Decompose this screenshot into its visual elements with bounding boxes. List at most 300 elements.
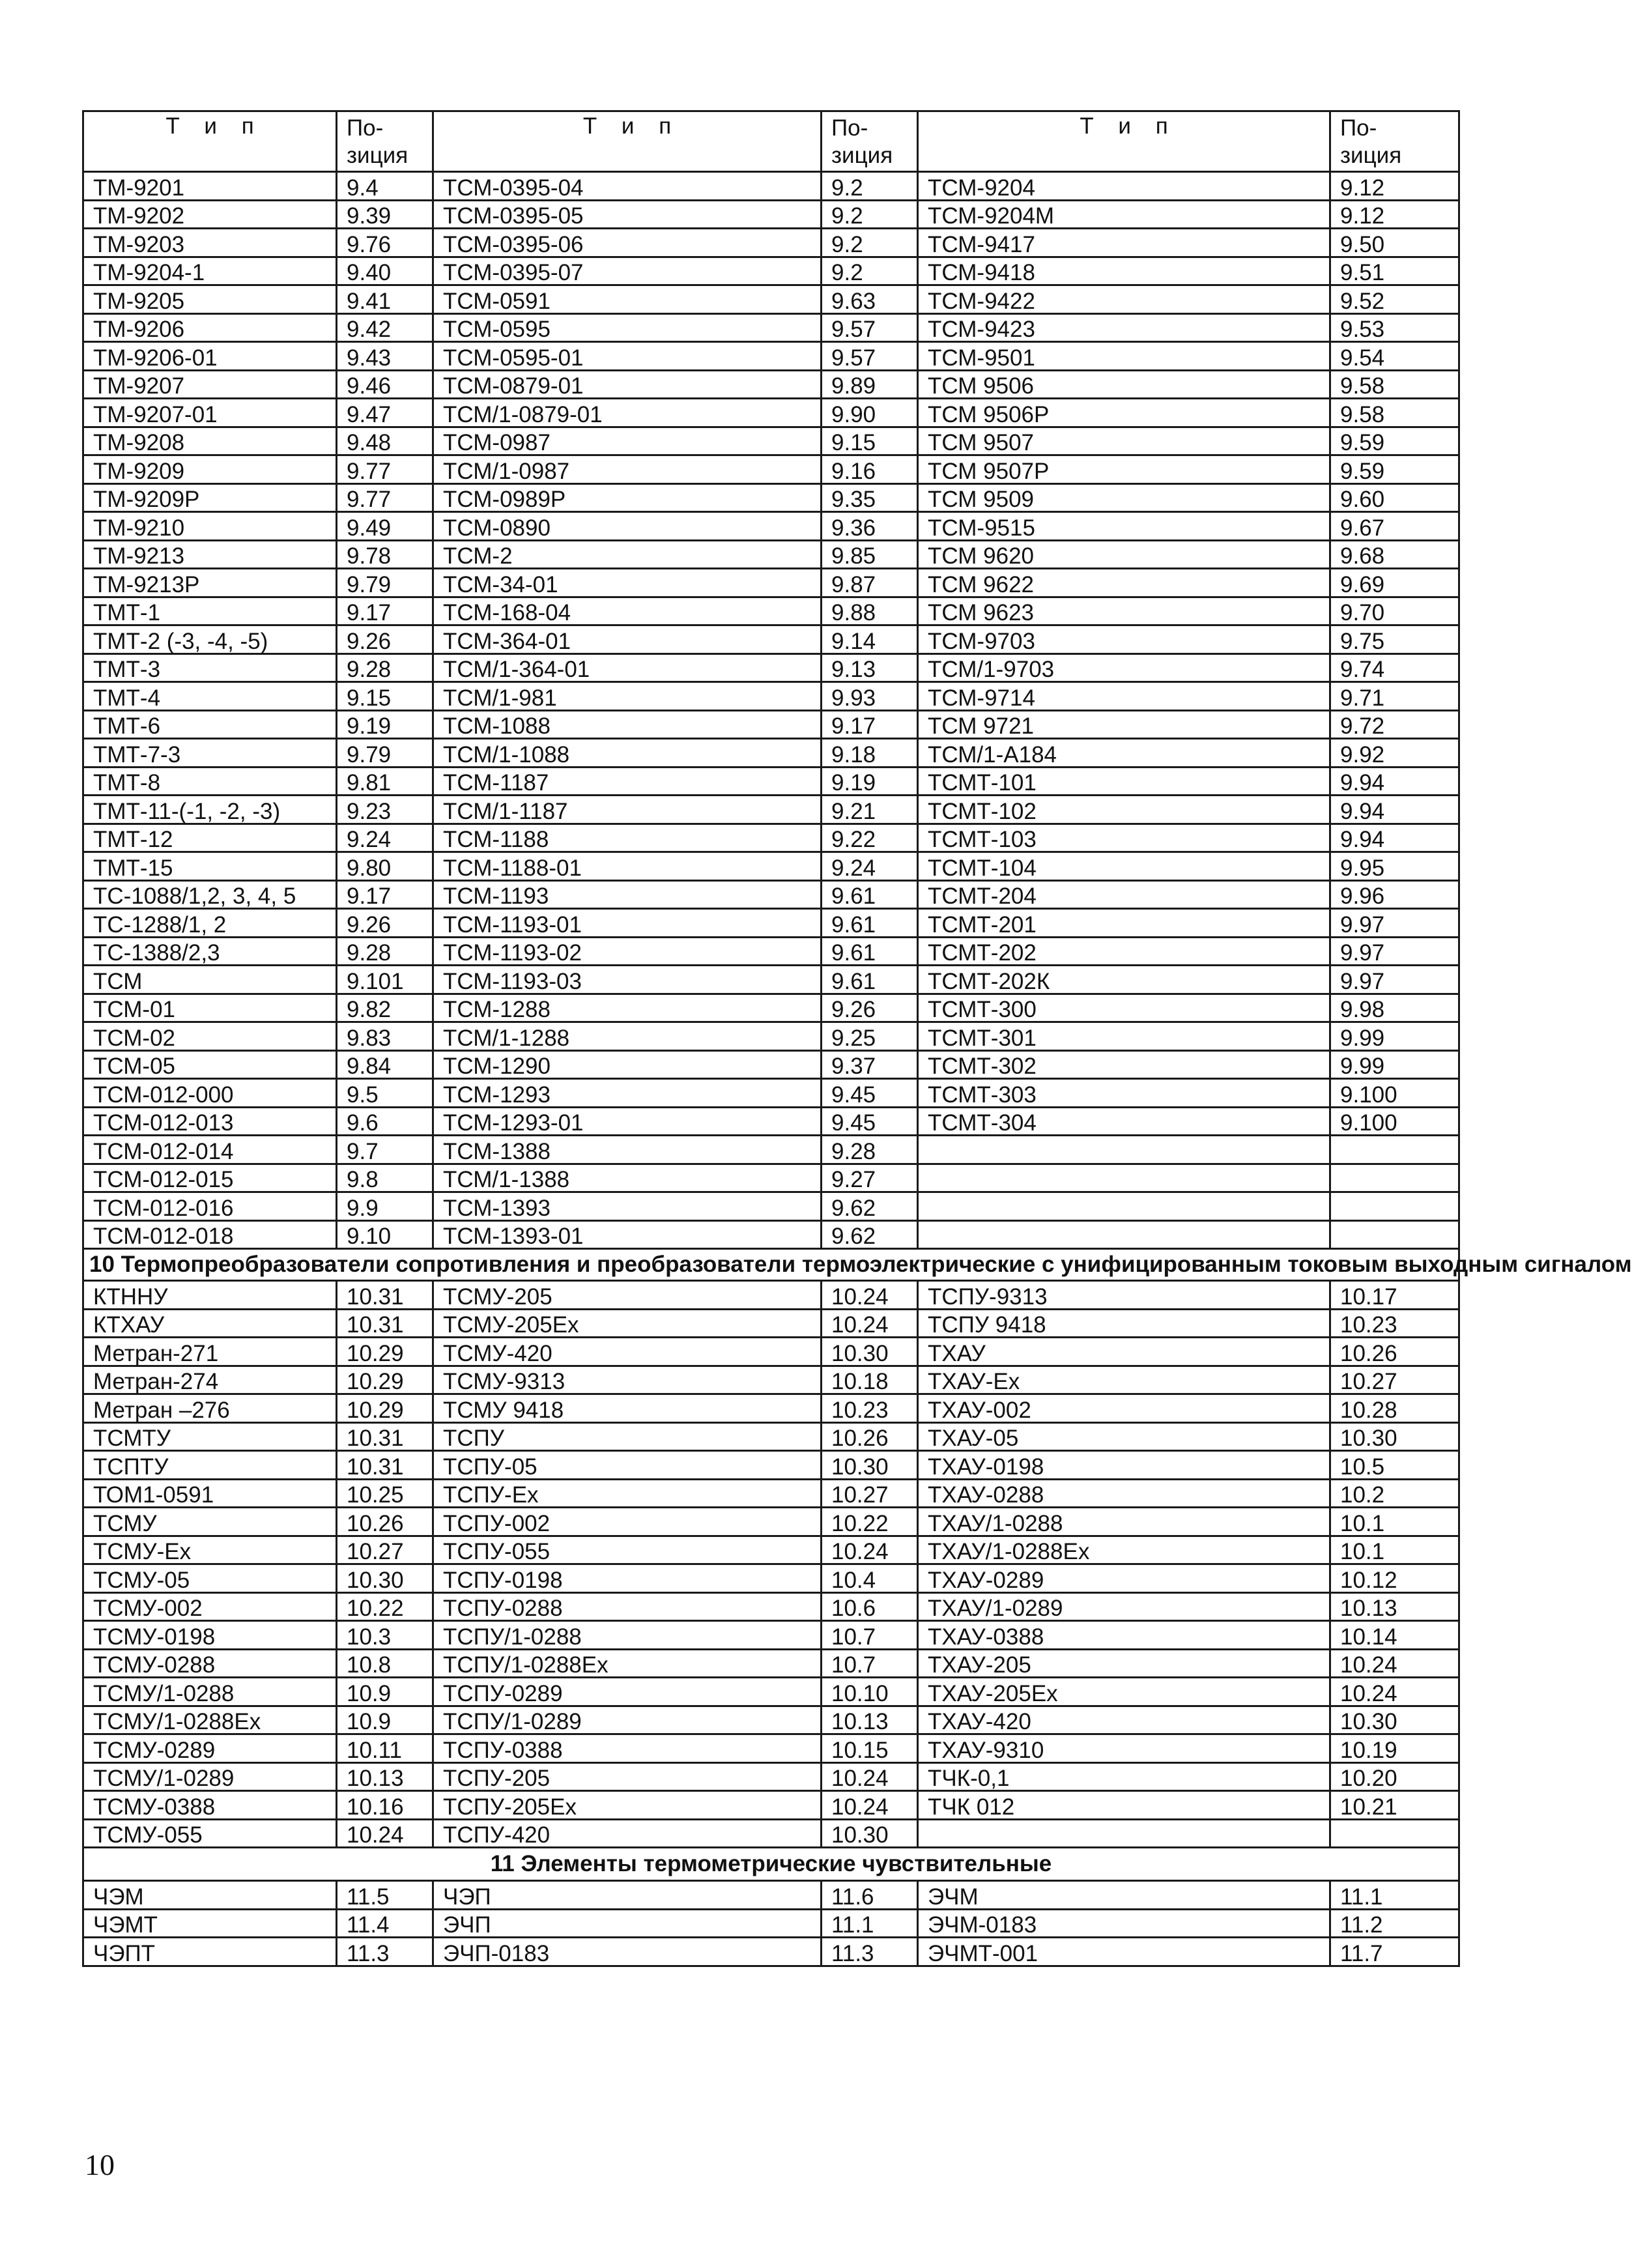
section-title: 10 Термопреобразователи сопротивления и преобразователи термоэлектрические с унифицированным токовым выходным сигналом [83, 1249, 1459, 1281]
position-cell: 10.23 [1330, 1309, 1459, 1338]
type-cell: ТСМ-364-01 [433, 625, 822, 654]
type-cell: ТСМ-1290 [433, 1050, 822, 1079]
type-cell: ТМТ-3 [83, 653, 337, 682]
type-cell: ТСМ/1-1388 [433, 1164, 822, 1192]
type-cell: ТСМТ-101 [918, 767, 1330, 796]
table-row [83, 313, 1459, 342]
position-cell: 9.61 [822, 909, 918, 938]
type-cell: ТСМ/1-0879-01 [433, 399, 822, 427]
table-row [83, 1508, 1459, 1536]
position-cell: 11.5 [337, 1881, 433, 1910]
position-cell: 11.3 [337, 1938, 433, 1966]
type-cell [918, 1819, 1330, 1848]
position-cell [1330, 1819, 1459, 1848]
position-cell: 10.29 [337, 1366, 433, 1394]
position-cell: 10.24 [822, 1536, 918, 1564]
position-cell: 9.77 [337, 455, 433, 484]
position-cell: 9.9 [337, 1192, 433, 1221]
position-cell: 9.99 [1330, 1022, 1459, 1051]
column-header-type: Т и п [918, 111, 1330, 172]
position-cell: 9.101 [337, 966, 433, 994]
table-row [83, 1338, 1459, 1366]
type-cell: ТОМ1-0591 [83, 1479, 337, 1508]
type-cell: ТСМ-1188 [433, 824, 822, 852]
table-row [83, 229, 1459, 257]
position-cell: 9.60 [1330, 483, 1459, 512]
type-cell: ТСМУ-0289 [83, 1734, 337, 1763]
position-cell: 10.24 [822, 1281, 918, 1310]
table-row [83, 796, 1459, 824]
position-cell: 9.52 [1330, 285, 1459, 314]
table-row [83, 653, 1459, 682]
table-row [83, 1479, 1459, 1508]
position-cell: 10.26 [822, 1422, 918, 1451]
position-cell: 9.68 [1330, 540, 1459, 569]
position-cell: 10.14 [1330, 1621, 1459, 1650]
type-cell: ТСПТУ [83, 1451, 337, 1480]
position-cell: 9.51 [1330, 257, 1459, 285]
table-row [83, 767, 1459, 796]
position-cell: 9.13 [822, 653, 918, 682]
type-cell: ЧЭП [433, 1881, 822, 1910]
type-cell: ТСМУ/1-0289 [83, 1762, 337, 1791]
position-cell: 9.2 [822, 172, 918, 201]
type-cell: ТСМУ-Ех [83, 1536, 337, 1564]
type-cell: ТХАУ/1-0289 [918, 1592, 1330, 1621]
type-cell: ЭЧМ [918, 1881, 1330, 1910]
position-cell [1330, 1192, 1459, 1221]
type-cell: КТННУ [83, 1281, 337, 1310]
position-cell: 9.59 [1330, 427, 1459, 455]
type-cell: ТСМ-1188-01 [433, 852, 822, 881]
table-row [83, 427, 1459, 455]
type-cell: ТМ-9213Р [83, 569, 337, 597]
type-cell: Метран-271 [83, 1338, 337, 1366]
type-cell: ТСМ-9714 [918, 682, 1330, 711]
position-cell: 9.17 [337, 880, 433, 909]
position-cell: 9.19 [822, 767, 918, 796]
position-cell: 10.16 [337, 1791, 433, 1820]
position-cell: 9.41 [337, 285, 433, 314]
type-cell: ТС-1088/1,2, 3, 4, 5 [83, 880, 337, 909]
position-cell: 9.95 [1330, 852, 1459, 881]
type-cell: ТСМ-012-015 [83, 1164, 337, 1192]
type-cell: ТХАУ-0289 [918, 1564, 1330, 1593]
table-row [83, 1164, 1459, 1192]
position-cell [1330, 1220, 1459, 1249]
position-cell: 10.27 [337, 1536, 433, 1564]
position-cell: 9.61 [822, 966, 918, 994]
position-cell: 9.37 [822, 1050, 918, 1079]
type-cell: ЭЧП [433, 1909, 822, 1938]
type-cell: ТСПУ 9418 [918, 1309, 1330, 1338]
position-cell: 9.71 [1330, 682, 1459, 711]
type-cell: ТСПУ-420 [433, 1819, 822, 1848]
position-cell: 9.48 [337, 427, 433, 455]
table-row [83, 1220, 1459, 1249]
type-cell: ТМ-9207-01 [83, 399, 337, 427]
position-cell: 9.74 [1330, 653, 1459, 682]
position-cell: 9.75 [1330, 625, 1459, 654]
position-cell [1330, 1164, 1459, 1192]
position-cell: 10.1 [1330, 1508, 1459, 1536]
position-cell: 9.77 [337, 483, 433, 512]
position-cell: 11.2 [1330, 1909, 1459, 1938]
position-cell: 10.30 [1330, 1706, 1459, 1734]
type-cell: ТХАУ-0198 [918, 1451, 1330, 1480]
table-row [83, 1762, 1459, 1791]
type-cell: ТСМ-0879-01 [433, 370, 822, 399]
section-heading-row [83, 1249, 1459, 1281]
table-row [83, 994, 1459, 1022]
position-cell: 10.30 [1330, 1422, 1459, 1451]
position-cell: 9.70 [1330, 597, 1459, 625]
position-cell: 9.28 [337, 937, 433, 966]
position-cell: 9.12 [1330, 172, 1459, 201]
position-cell: 9.6 [337, 1107, 433, 1136]
type-cell: ТСМ-0395-04 [433, 172, 822, 201]
position-cell: 9.94 [1330, 767, 1459, 796]
type-cell: ЧЭМТ [83, 1909, 337, 1938]
type-cell: ТСМУ/1-0288Ех [83, 1706, 337, 1734]
type-cell: ТСМ-9501 [918, 342, 1330, 371]
table-row [83, 1107, 1459, 1136]
position-cell: 9.81 [337, 767, 433, 796]
type-cell: Метран –276 [83, 1394, 337, 1423]
position-cell: 9.82 [337, 994, 433, 1022]
type-cell: ТХАУ-Ех [918, 1366, 1330, 1394]
type-cell: ТСМ-9418 [918, 257, 1330, 285]
position-cell: 9.67 [1330, 512, 1459, 541]
table-row [83, 1079, 1459, 1108]
position-cell: 10.24 [822, 1791, 918, 1820]
type-cell [918, 1164, 1330, 1192]
table-row [83, 1706, 1459, 1734]
type-cell [918, 1220, 1330, 1249]
type-cell: ТМ-9209Р [83, 483, 337, 512]
type-cell: ТСМ-2 [433, 540, 822, 569]
type-cell: ТМТ-11-(-1, -2, -3) [83, 796, 337, 824]
position-cell: 9.58 [1330, 370, 1459, 399]
position-cell: 10.26 [1330, 1338, 1459, 1366]
table-row [83, 1819, 1459, 1848]
position-cell: 9.39 [337, 200, 433, 229]
type-cell [918, 1192, 1330, 1221]
type-cell: ТСМУ-420 [433, 1338, 822, 1366]
type-cell: ТСМ-9515 [918, 512, 1330, 541]
table-row [83, 569, 1459, 597]
type-cell: ТС-1288/1, 2 [83, 909, 337, 938]
position-cell: 9.15 [822, 427, 918, 455]
type-cell: ТСМ-01 [83, 994, 337, 1022]
position-cell: 10.10 [822, 1678, 918, 1706]
position-cell: 9.36 [822, 512, 918, 541]
type-cell: ТСМ-012-014 [83, 1136, 337, 1164]
position-cell: 10.31 [337, 1281, 433, 1310]
type-cell: ТСМ-0591 [433, 285, 822, 314]
type-cell: ТСМ-0989Р [433, 483, 822, 512]
position-cell: 11.3 [822, 1938, 918, 1966]
section-title: 11 Элементы термометрические чувствительные [83, 1848, 1459, 1881]
type-cell: ТМ-9206 [83, 313, 337, 342]
position-cell: 9.79 [337, 739, 433, 768]
type-cell: ТСМТ-104 [918, 852, 1330, 881]
table-row [83, 1649, 1459, 1678]
table-row [83, 455, 1459, 484]
position-cell: 9.23 [337, 796, 433, 824]
position-cell: 9.80 [337, 852, 433, 881]
type-cell: ТСПУ-205Ех [433, 1791, 822, 1820]
table-row [83, 1309, 1459, 1338]
position-cell: 9.19 [337, 710, 433, 739]
position-cell: 11.4 [337, 1909, 433, 1938]
type-cell: ТСМТ-102 [918, 796, 1330, 824]
type-cell: ТСМУ/1-0288 [83, 1678, 337, 1706]
position-cell: 9.89 [822, 370, 918, 399]
type-cell: ТМ-9210 [83, 512, 337, 541]
position-cell: 10.13 [1330, 1592, 1459, 1621]
position-cell: 10.18 [822, 1366, 918, 1394]
type-cell: ТМ-9202 [83, 200, 337, 229]
type-cell: ТСМ-168-04 [433, 597, 822, 625]
position-cell [1330, 1136, 1459, 1164]
position-cell: 9.61 [822, 937, 918, 966]
position-cell: 10.24 [1330, 1649, 1459, 1678]
table-row [83, 399, 1459, 427]
type-cell: ТМ-9206-01 [83, 342, 337, 371]
table-row [83, 824, 1459, 852]
position-cell: 9.100 [1330, 1107, 1459, 1136]
position-cell: 9.43 [337, 342, 433, 371]
position-cell: 11.1 [822, 1909, 918, 1938]
type-cell: ТСМУ-0288 [83, 1649, 337, 1678]
position-cell: 9.53 [1330, 313, 1459, 342]
type-cell: ТСМ 9509 [918, 483, 1330, 512]
position-cell: 10.29 [337, 1338, 433, 1366]
position-cell: 9.47 [337, 399, 433, 427]
type-cell: ТСМУ 9418 [433, 1394, 822, 1423]
type-cell: ТСМ-9703 [918, 625, 1330, 654]
position-cell: 9.45 [822, 1079, 918, 1108]
type-cell: ТСПУ/1-0288 [433, 1621, 822, 1650]
type-cell: ТСМ-9204М [918, 200, 1330, 229]
type-cell: ТСПУ/1-0288Ех [433, 1649, 822, 1678]
position-cell: 9.96 [1330, 880, 1459, 909]
type-cell: Метран-274 [83, 1366, 337, 1394]
type-cell: ТХАУ-205Ех [918, 1678, 1330, 1706]
type-cell: ТСМ-05 [83, 1050, 337, 1079]
position-cell: 9.93 [822, 682, 918, 711]
table-row [83, 1592, 1459, 1621]
position-cell: 9.18 [822, 739, 918, 768]
page-number: 10 [85, 2148, 115, 2181]
type-cell: ТХАУ/1-0288 [918, 1508, 1330, 1536]
table-row [83, 172, 1459, 201]
position-cell: 9.87 [822, 569, 918, 597]
table-row [83, 540, 1459, 569]
table-row [83, 597, 1459, 625]
position-cell: 9.94 [1330, 796, 1459, 824]
type-cell: ТСМ-9422 [918, 285, 1330, 314]
position-cell: 9.17 [337, 597, 433, 625]
type-cell: ТСМ/1-0987 [433, 455, 822, 484]
type-cell: ТСМ/1-981 [433, 682, 822, 711]
position-cell: 9.85 [822, 540, 918, 569]
type-cell: ТХАУ-420 [918, 1706, 1330, 1734]
type-cell: ТСМ/1-1187 [433, 796, 822, 824]
type-cell: ТСМУ-205 [433, 1281, 822, 1310]
position-cell: 11.7 [1330, 1938, 1459, 1966]
table-row [83, 285, 1459, 314]
position-cell: 9.46 [337, 370, 433, 399]
position-cell: 9.35 [822, 483, 918, 512]
type-cell: ТСМ-1293-01 [433, 1107, 822, 1136]
position-cell: 9.61 [822, 880, 918, 909]
type-cell: ТМ-9205 [83, 285, 337, 314]
position-cell: 9.2 [822, 200, 918, 229]
type-cell: ТХАУ-205 [918, 1649, 1330, 1678]
position-cell: 10.7 [822, 1621, 918, 1650]
table-row [83, 880, 1459, 909]
type-cell: ТСМ/1-А184 [918, 739, 1330, 768]
position-cell: 9.21 [822, 796, 918, 824]
position-cell: 9.98 [1330, 994, 1459, 1022]
table-row [83, 512, 1459, 541]
type-cell: ТМ-9203 [83, 229, 337, 257]
type-cell: ТСМ 9507 [918, 427, 1330, 455]
position-cell: 9.97 [1330, 966, 1459, 994]
position-cell: 10.15 [822, 1734, 918, 1763]
type-cell: ТХАУ-05 [918, 1422, 1330, 1451]
position-cell: 9.83 [337, 1022, 433, 1051]
type-cell: ТСМ/1-1288 [433, 1022, 822, 1051]
position-cell: 9.26 [822, 994, 918, 1022]
type-cell: ТСМ-9417 [918, 229, 1330, 257]
position-cell: 10.13 [822, 1706, 918, 1734]
type-cell: ТСМУ-0388 [83, 1791, 337, 1820]
type-cell: ЭЧМ-0183 [918, 1909, 1330, 1938]
position-cell: 9.84 [337, 1050, 433, 1079]
table-row [83, 625, 1459, 654]
type-cell: ТСМТ-303 [918, 1079, 1330, 1108]
type-cell: ТСМ-012-000 [83, 1079, 337, 1108]
position-cell: 9.57 [822, 313, 918, 342]
type-cell: ТСМТ-201 [918, 909, 1330, 938]
position-cell: 9.40 [337, 257, 433, 285]
type-cell: ТСПУ [433, 1422, 822, 1451]
table-row [83, 1451, 1459, 1480]
type-cell: ТСМТ-202 [918, 937, 1330, 966]
type-cell: ТСМ 9506Р [918, 399, 1330, 427]
type-cell: ТСМ-1193-01 [433, 909, 822, 938]
type-cell: ТСПУ-055 [433, 1536, 822, 1564]
table-body [83, 111, 1632, 1966]
type-cell: ЭЧМТ-001 [918, 1938, 1330, 1966]
column-header-type: Т и п [83, 111, 337, 172]
position-cell: 10.20 [1330, 1762, 1459, 1791]
position-cell: 10.31 [337, 1422, 433, 1451]
position-cell: 9.12 [1330, 200, 1459, 229]
type-cell: ТСМ/1-9703 [918, 653, 1330, 682]
table-row [83, 1621, 1459, 1650]
type-cell: ТСМУ-05 [83, 1564, 337, 1593]
position-cell: 11.1 [1330, 1881, 1459, 1910]
type-cell: ТСМ/1-1088 [433, 739, 822, 768]
table-row [83, 1536, 1459, 1564]
position-cell: 10.31 [337, 1451, 433, 1480]
table-row [83, 1678, 1459, 1706]
table-row [83, 1366, 1459, 1394]
position-cell: 11.6 [822, 1881, 918, 1910]
position-cell: 9.99 [1330, 1050, 1459, 1079]
type-position-index-table [82, 110, 1632, 1967]
position-cell: 10.2 [1330, 1479, 1459, 1508]
type-cell: ТСПУ-Ех [433, 1479, 822, 1508]
type-cell: ТСМ 9721 [918, 710, 1330, 739]
type-cell: ТСМ [83, 966, 337, 994]
type-cell: ТСМ-0595 [433, 313, 822, 342]
position-cell: 10.31 [337, 1309, 433, 1338]
position-cell: 9.92 [1330, 739, 1459, 768]
type-cell: ЧЭМ [83, 1881, 337, 1910]
type-cell: ТЧК-0,1 [918, 1762, 1330, 1791]
type-cell: ТСПУ-0288 [433, 1592, 822, 1621]
position-cell: 9.50 [1330, 229, 1459, 257]
position-cell: 9.69 [1330, 569, 1459, 597]
type-cell: ТМ-9207 [83, 370, 337, 399]
type-cell: ТСМТ-300 [918, 994, 1330, 1022]
type-cell: ТСПУ-9313 [918, 1281, 1330, 1310]
type-cell: ТМ-9209 [83, 455, 337, 484]
position-cell: 9.54 [1330, 342, 1459, 371]
position-cell: 9.49 [337, 512, 433, 541]
position-cell: 9.26 [337, 909, 433, 938]
position-cell: 9.97 [1330, 937, 1459, 966]
table-row [83, 200, 1459, 229]
position-cell: 10.7 [822, 1649, 918, 1678]
position-cell: 10.30 [337, 1564, 433, 1593]
type-cell: ТСМ-0595-01 [433, 342, 822, 371]
type-cell: ТСПУ-0198 [433, 1564, 822, 1593]
position-cell: 10.3 [337, 1621, 433, 1650]
table-row [83, 1136, 1459, 1164]
position-cell: 10.29 [337, 1394, 433, 1423]
position-cell: 10.30 [822, 1819, 918, 1848]
position-cell: 10.11 [337, 1734, 433, 1763]
position-cell: 9.2 [822, 257, 918, 285]
position-cell: 10.24 [337, 1819, 433, 1848]
type-cell: ТМ-9213 [83, 540, 337, 569]
type-cell: ТМТ-12 [83, 824, 337, 852]
type-cell: ТЧК 012 [918, 1791, 1330, 1820]
position-cell: 9.94 [1330, 824, 1459, 852]
position-cell: 10.30 [822, 1451, 918, 1480]
position-cell: 9.24 [337, 824, 433, 852]
type-cell: ТСМ 9506 [918, 370, 1330, 399]
table-row [83, 1281, 1459, 1310]
type-cell: ТСМ-1388 [433, 1136, 822, 1164]
position-cell: 9.100 [1330, 1079, 1459, 1108]
type-cell: ТСМУ-205Ех [433, 1309, 822, 1338]
position-cell: 9.78 [337, 540, 433, 569]
type-cell: ТСМ-012-018 [83, 1220, 337, 1249]
type-cell: ТМ-9208 [83, 427, 337, 455]
table-row [83, 682, 1459, 711]
type-cell: ТСПУ-0388 [433, 1734, 822, 1763]
position-cell: 10.13 [337, 1762, 433, 1791]
position-cell: 9.15 [337, 682, 433, 711]
position-cell: 10.24 [822, 1762, 918, 1791]
